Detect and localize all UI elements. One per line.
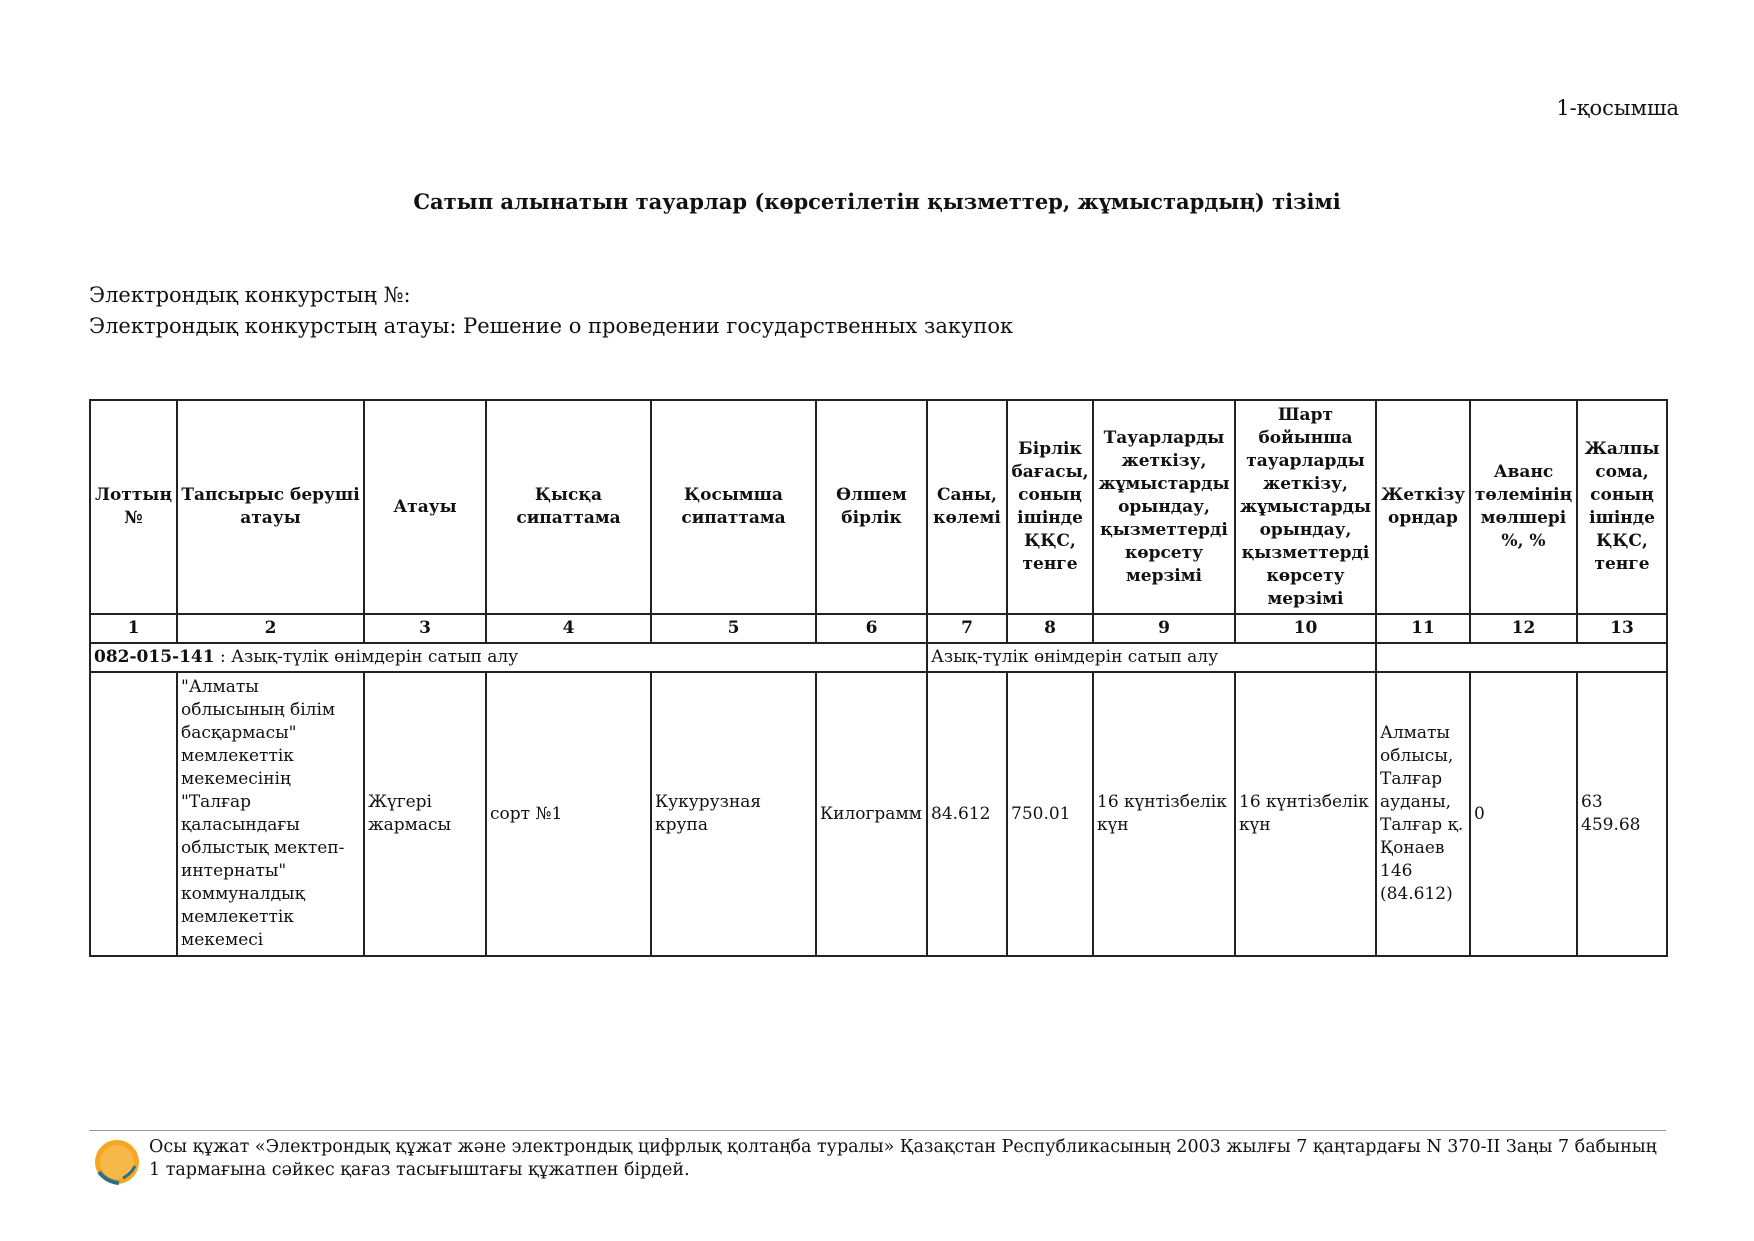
lot-heading-right: Азық-түлік өнімдерін сатып алу [927,643,1376,672]
column-number: 12 [1470,614,1577,643]
table-row [90,672,1667,956]
tender-meta [89,280,1013,342]
cell-delivery-term: 16 күнтізбелік күн [1093,672,1235,956]
lot-heading-row [90,643,1667,672]
header-cell: Жеткізу орндар [1376,400,1470,614]
table-header-row [90,400,1667,614]
column-number: 8 [1007,614,1093,643]
column-number: 9 [1093,614,1235,643]
column-number: 2 [177,614,364,643]
cell-name: Жүгері жармасы [364,672,486,956]
header-cell: Қосымша сипаттама [651,400,816,614]
column-number: 13 [1577,614,1667,643]
column-number: 10 [1235,614,1376,643]
lot-code: 082-015-141 [94,647,215,667]
tender-number-label: Электрондық конкурстың №: [89,283,411,307]
column-number: 11 [1376,614,1470,643]
header-cell: Атауы [364,400,486,614]
column-number: 7 [927,614,1007,643]
cell-customer: "Алматы облысының білім басқармасы" мемлекеттік мекемесінің "Талғар қаласындағы облыстық мектеп-интернаты" коммуналдық мемлекеттік мекемесі [177,672,364,956]
column-number: 6 [816,614,927,643]
column-number: 1 [90,614,177,643]
e-gov-seal-icon [93,1138,141,1186]
cell-total: 63 459.68 [1577,672,1667,956]
header-cell: Лоттың № [90,400,177,614]
tender-name-label: Электрондық конкурстың атауы: Решение о проведении государственных закупок [89,314,1014,338]
lot-heading-empty [1376,643,1667,672]
cell-advance: 0 [1470,672,1577,956]
lot-title: : Азық-түлік өнімдерін сатып алу [214,647,519,667]
header-cell: Шарт бойынша тауарларды жеткізу, жұмыстарды орындау, қызметтерді көрсету мерзімі [1235,400,1376,614]
cell-lot-no [90,672,177,956]
cell-short-desc: сорт №1 [486,672,651,956]
column-number-row [90,614,1667,643]
header-cell: Аванс төлемінің мөлшері %, % [1470,400,1577,614]
footer-divider [89,1130,1666,1131]
column-number: 5 [651,614,816,643]
cell-extra-desc: Кукурузная крупа [651,672,816,956]
header-cell: Жалпы сома, соның ішінде ҚҚС, тенге [1577,400,1667,614]
column-number: 3 [364,614,486,643]
header-cell: Саны, көлемі [927,400,1007,614]
appendix-label: 1-қосымша [1556,96,1679,120]
cell-contract-term: 16 күнтізбелік күн [1235,672,1376,956]
cell-unit-price: 750.01 [1007,672,1093,956]
lots-table [89,399,1668,957]
cell-unit: Килограмм [816,672,927,956]
footer-legal-text: Осы құжат «Электрондық құжат және электрондық цифрлық қолтаңба туралы» Қазақстан Республикасының 2003 жылғы 7 қаңтардағы N 370-II Заңы 7 бабының 1 тармағына сәйкес қағаз тасығыштағы құжатпен бірдей. [149,1137,1657,1180]
header-cell: Бірлік бағасы, соның ішінде ҚҚС, тенге [1007,400,1093,614]
lot-heading-left [90,643,927,672]
header-cell: Өлшем бірлік [816,400,927,614]
cell-quantity: 84.612 [927,672,1007,956]
column-number: 4 [486,614,651,643]
header-cell: Тауарларды жеткізу, жұмыстарды орындау, қызметтерді көрсету мерзімі [1093,400,1235,614]
cell-place: Алматы облысы, Талғар ауданы, Талғар қ. Қонаев 146 (84.612) [1376,672,1470,956]
document-title: Сатып алынатын тауарлар (көрсетілетін қызметтер, жұмыстардың) тізімі [413,189,1341,214]
header-cell: Тапсырыс беруші атауы [177,400,364,614]
header-cell: Қысқа сипаттама [486,400,651,614]
